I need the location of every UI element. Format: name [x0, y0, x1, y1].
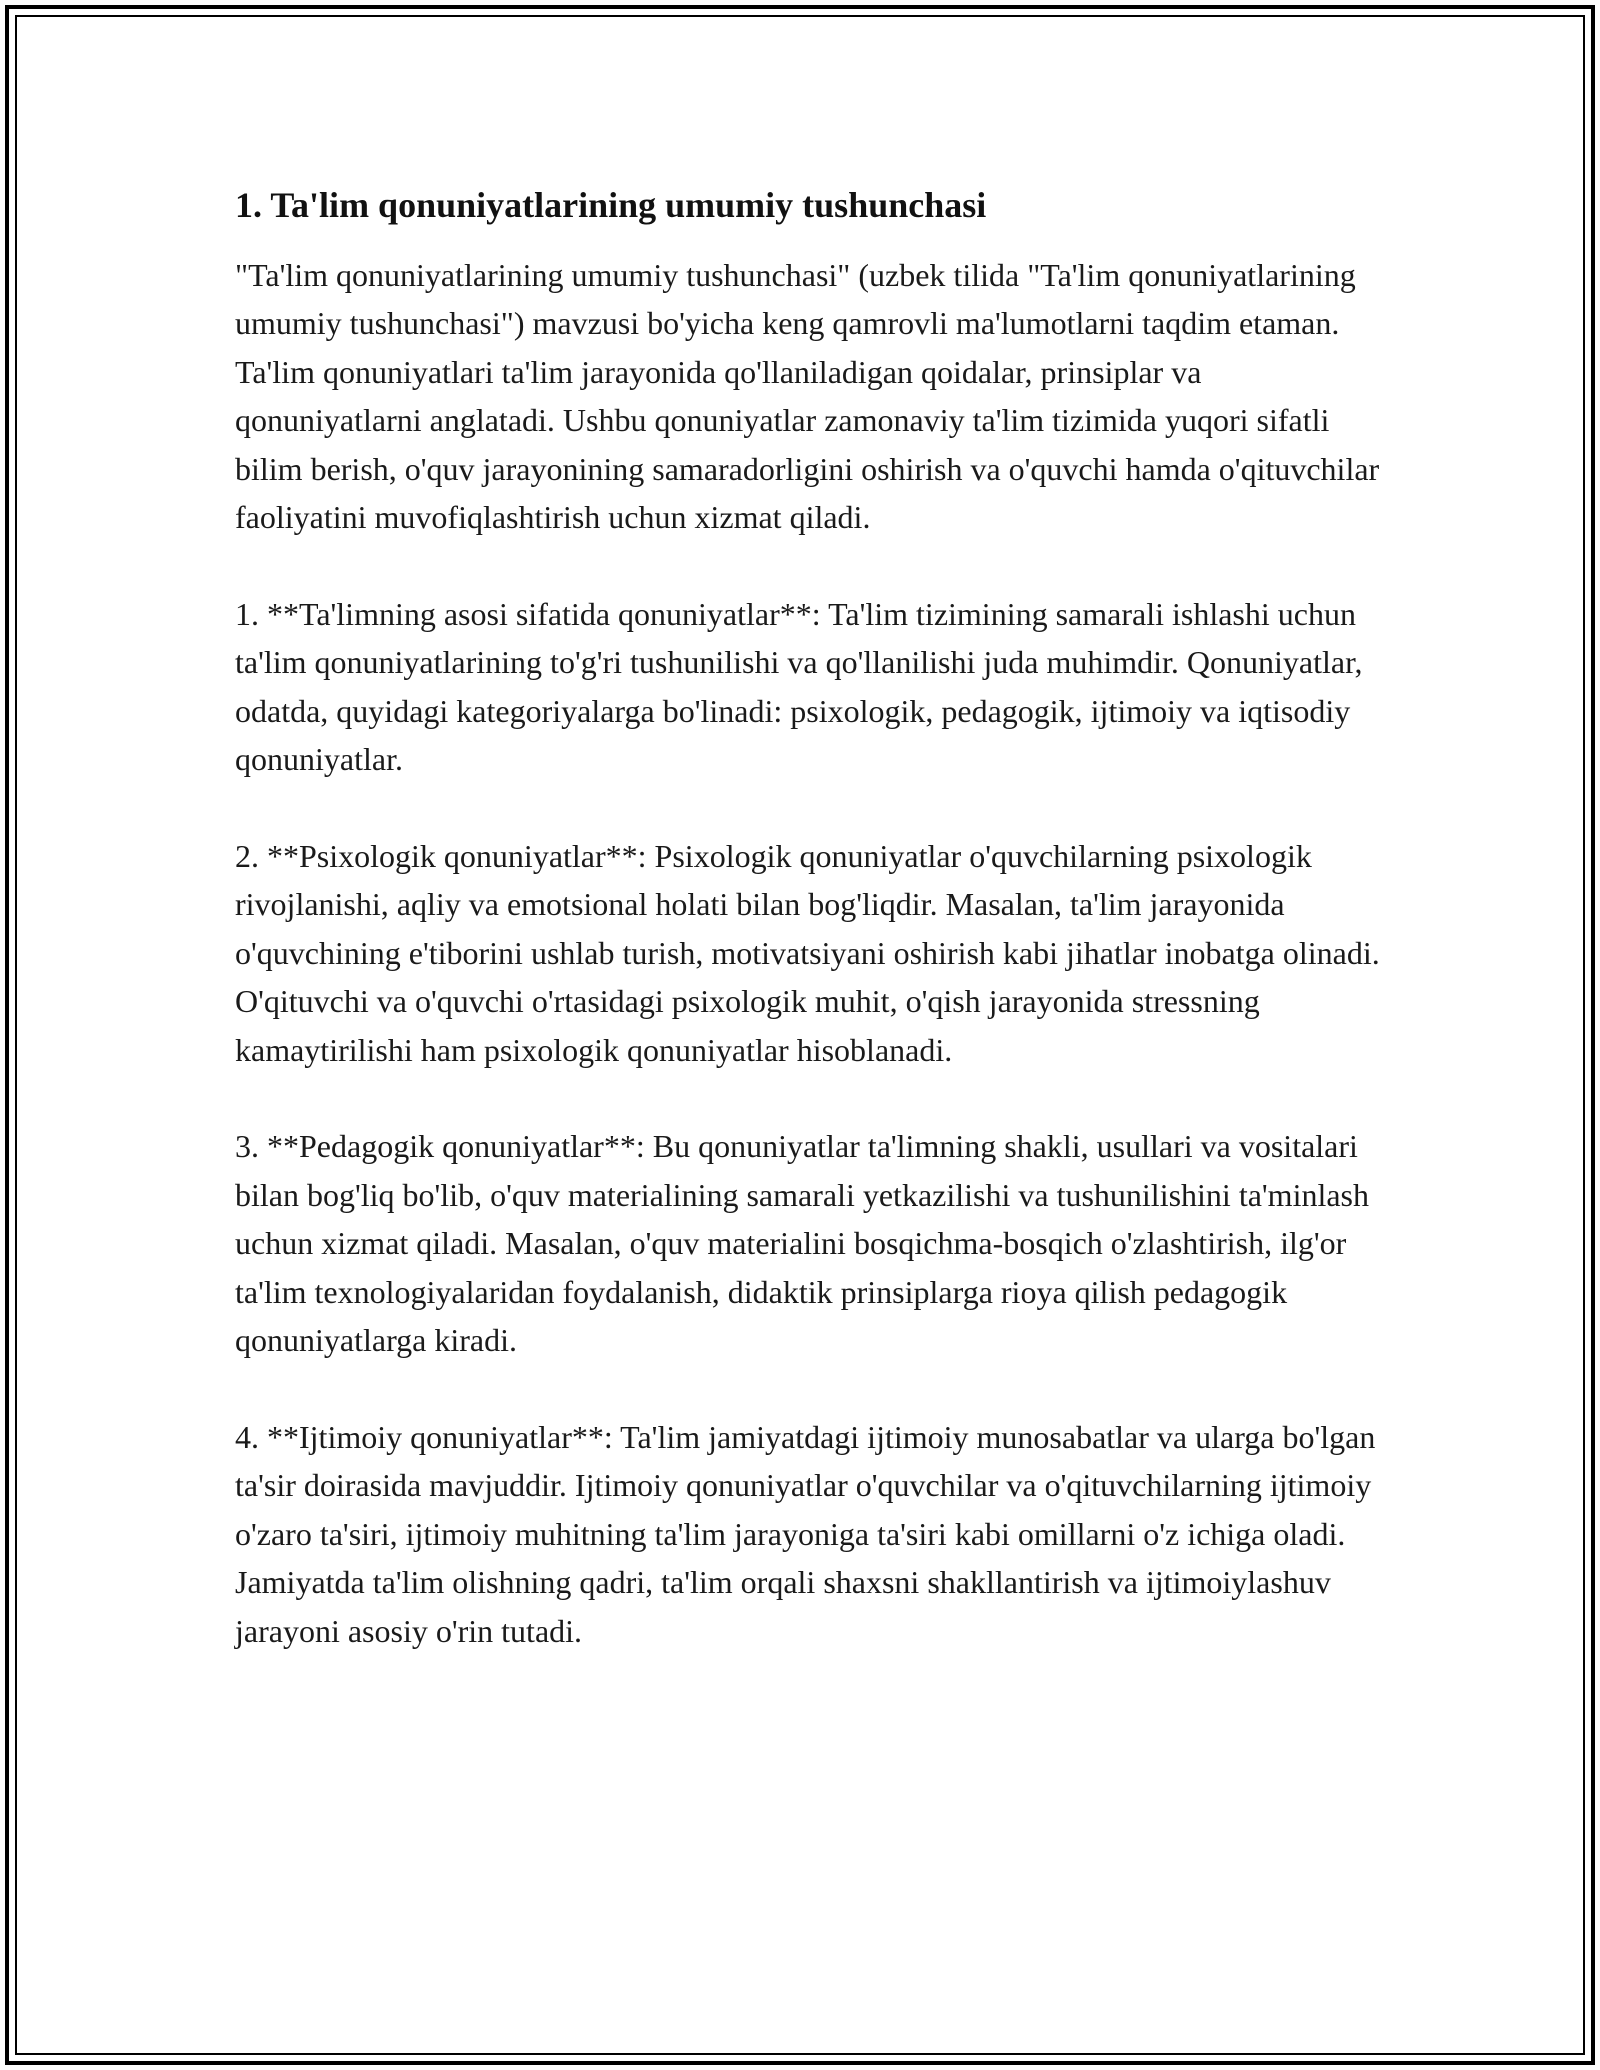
- document-body: [235, 182, 1385, 1703]
- paragraph-1-basis: 1. **Ta'limning asosi sifatida qonuniyatlar**: Ta'lim tizimining samarali ishlashi uchun ta'lim qonuniyatlarining to'g'ri tushunilishi va qo'llanilishi juda muhimdir. Qonuniyatlar, odatda, quyidagi kategoriyalarga bo'linadi: psixologik, pedagogik, ijtimoiy va iqtisodiy qonuniyatlar.: [235, 595, 1363, 778]
- paragraph-4-social: 4. **Ijtimoiy qonuniyatlar**: Ta'lim jamiyatdagi ijtimoiy munosabatlar va ularga bo'lgan ta'sir doirasida mavjuddir. Ijtimoiy qonuniyatlar o'quvchilar va o'qituvchilarning ijtimoiy o'zaro ta'siri, ijtimoiy muhitning ta'lim jarayoniga ta'siri kabi omillarni o'z ichiga oladi. Jamiyatda ta'lim olishning qadri, ta'lim orqali shaxsni shakllantirish va ijtimoiylashuv jarayoni asosiy o'rin tutadi.: [235, 1418, 1376, 1649]
- intro-paragraph: "Ta'lim qonuniyatlarining umumiy tushunchasi" (uzbek tilida "Ta'lim qonuniyatlarining umumiy tushunchasi") mavzusi bo'yicha keng qamrovli ma'lumotlarni taqdim etaman. Ta'lim qonuniyatlari ta'lim jarayonida qo'llaniladigan qoidalar, prinsiplar va qonuniyatlarni anglatadi. Ushbu qonuniyatlar zamonaviy ta'lim tizimida yuqori sifatli bilim berish, o'quv jarayonining samaradorligini oshirish va o'quvchi hamda o'qituvchilar faoliyatini muvofiqlashtirish uchun xizmat qiladi.: [235, 256, 1380, 536]
- paragraph-3-pedagogical: 3. **Pedagogik qonuniyatlar**: Bu qonuniyatlar ta'limning shakli, usullari va vositalari bilan bog'liq bo'lib, o'quv materialining samarali yetkazilishi va tushunilishini ta'minlash uchun xizmat qiladi. Masalan, o'quv materialini bosqichma-bosqich o'zlashtirish, ilg'or ta'lim texnologiyalaridan foydalanish, didaktik prinsiplarga rioya qilish pedagogik qonuniyatlarga kiradi.: [235, 1128, 1369, 1359]
- section-heading: 1. Ta'lim qonuniyatlarining umumiy tushunchasi: [235, 185, 987, 225]
- paragraph-2-psychological: 2. **Psixologik qonuniyatlar**: Psixologik qonuniyatlar o'quvchilarning psixologik rivojlanishi, aqliy va emotsional holati bilan bog'liqdir. Masalan, ta'lim jarayonida o'quvchining e'tiborini ushlab turish, motivatsiyani oshirish kabi jihatlar inobatga olinadi. O'qituvchi va o'quvchi o'rtasidagi psixologik muhit, o'qish jarayonida stressning kamaytirilishi ham psixologik qonuniyatlar hisoblanadi.: [235, 837, 1380, 1068]
